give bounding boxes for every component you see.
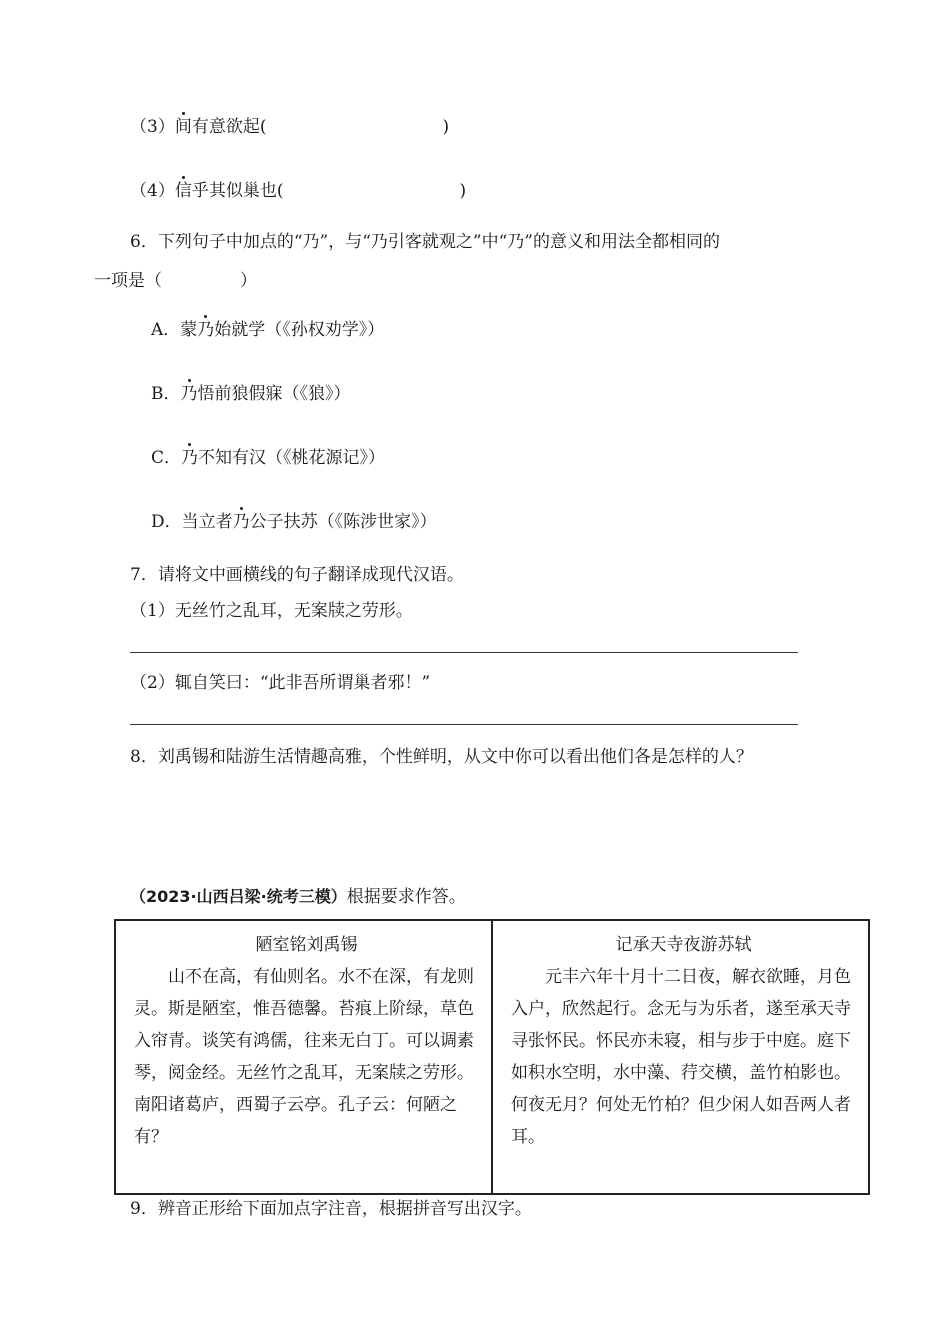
item-close: ) [442, 117, 450, 137]
source-heading [130, 886, 466, 908]
item-text: 乎其似巢也( [191, 181, 284, 201]
q8-stem: 8．刘禹锡和陆游生活情趣高雅，个性鲜明，从文中你可以看出他们各是怎样的人？ [130, 747, 753, 767]
source-instruction: 根据要求作答。 [346, 887, 466, 907]
q6-option-d[interactable] [151, 511, 437, 533]
item-number: （4） [130, 181, 175, 201]
q6-option-a[interactable] [151, 319, 384, 341]
answer-line-1[interactable] [130, 652, 798, 653]
option-prefix: C． [151, 448, 182, 468]
dotted-char: 乃 [232, 512, 250, 532]
q6-stem-close: ） [240, 271, 257, 291]
q6-option-b[interactable] [151, 383, 351, 405]
option-text: 悟前狼假寐（《狼》） [197, 384, 351, 404]
q5-item-3 [130, 116, 449, 138]
q7-stem: 7．请将文中画横线的句子翻译成现代汉语。 [130, 565, 464, 585]
q6-stem-line1: 6．下列句子中加点的“乃”，与“乃引客就观之”中“乃”的意义和用法全都相同的 [130, 232, 720, 252]
dotted-char: 乃 [197, 320, 215, 340]
dotted-char: 信 [174, 181, 192, 201]
source-label: （2023·山西吕梁·统考三模） [130, 887, 347, 906]
q7-sentence-1: （1）无丝竹之乱耳，无案牍之劳形。 [130, 601, 413, 621]
poem-left-body: 山不在高，有仙则名。水不在深，有龙则灵。斯是陋室，惟吾德馨。苔痕上阶绿，草色入帘青。谈笑有鸿儒，往来无白丁。可以调素琴，阅金经。无丝竹之乱耳，无案牍之劳形。南阳诸葛庐，西蜀子云亭。孔子云：何陋之有？ [134, 967, 474, 1147]
dotted-char: 间 [174, 117, 192, 137]
option-text: 不知有汉（《桃花源记》） [198, 448, 386, 468]
option-prefix: D．当立者 [151, 512, 233, 532]
dotted-char: 乃 [181, 448, 199, 468]
q6-stem-text: 一项是（ [94, 271, 162, 291]
item-close: ) [459, 181, 467, 201]
poems-table [114, 919, 870, 1195]
item-number: （3） [130, 117, 175, 137]
option-text: 始就学（《孙权劝学》） [214, 320, 385, 340]
poem-right-title: 记承天寺夜游苏轼 [615, 935, 752, 955]
poem-right-cell [492, 920, 869, 1194]
option-prefix: A．蒙 [151, 320, 198, 340]
q9-stem: 9．辨音正形给下面加点字注音，根据拼音写出汉字。 [130, 1199, 532, 1219]
item-text: 有意欲起( [191, 117, 267, 137]
q6-option-c[interactable] [151, 447, 385, 469]
poem-left-cell [115, 920, 492, 1194]
q5-item-4 [130, 180, 466, 202]
option-prefix: B． [151, 384, 181, 404]
poem-right-body: 元丰六年十月十二日夜，解衣欲睡，月色入户，欣然起行。念无与为乐者，遂至承天寺寻张怀民。怀民亦未寝，相与步于中庭。庭下如积水空明，水中藻、荇交横，盖竹柏影也。何夜无月？何处无竹柏？但少闲人如吾两人者耳。 [511, 967, 851, 1147]
poem-left-title: 陋室铭刘禹锡 [255, 935, 358, 955]
q7-sentence-2: （2）辄自笑曰：“此非吾所谓巢者邪！” [130, 673, 431, 693]
option-text: 公子扶苏（《陈涉世家》） [249, 512, 437, 532]
q6-stem-line2 [94, 270, 257, 292]
dotted-char: 乃 [180, 384, 198, 404]
answer-line-2[interactable] [130, 724, 798, 725]
